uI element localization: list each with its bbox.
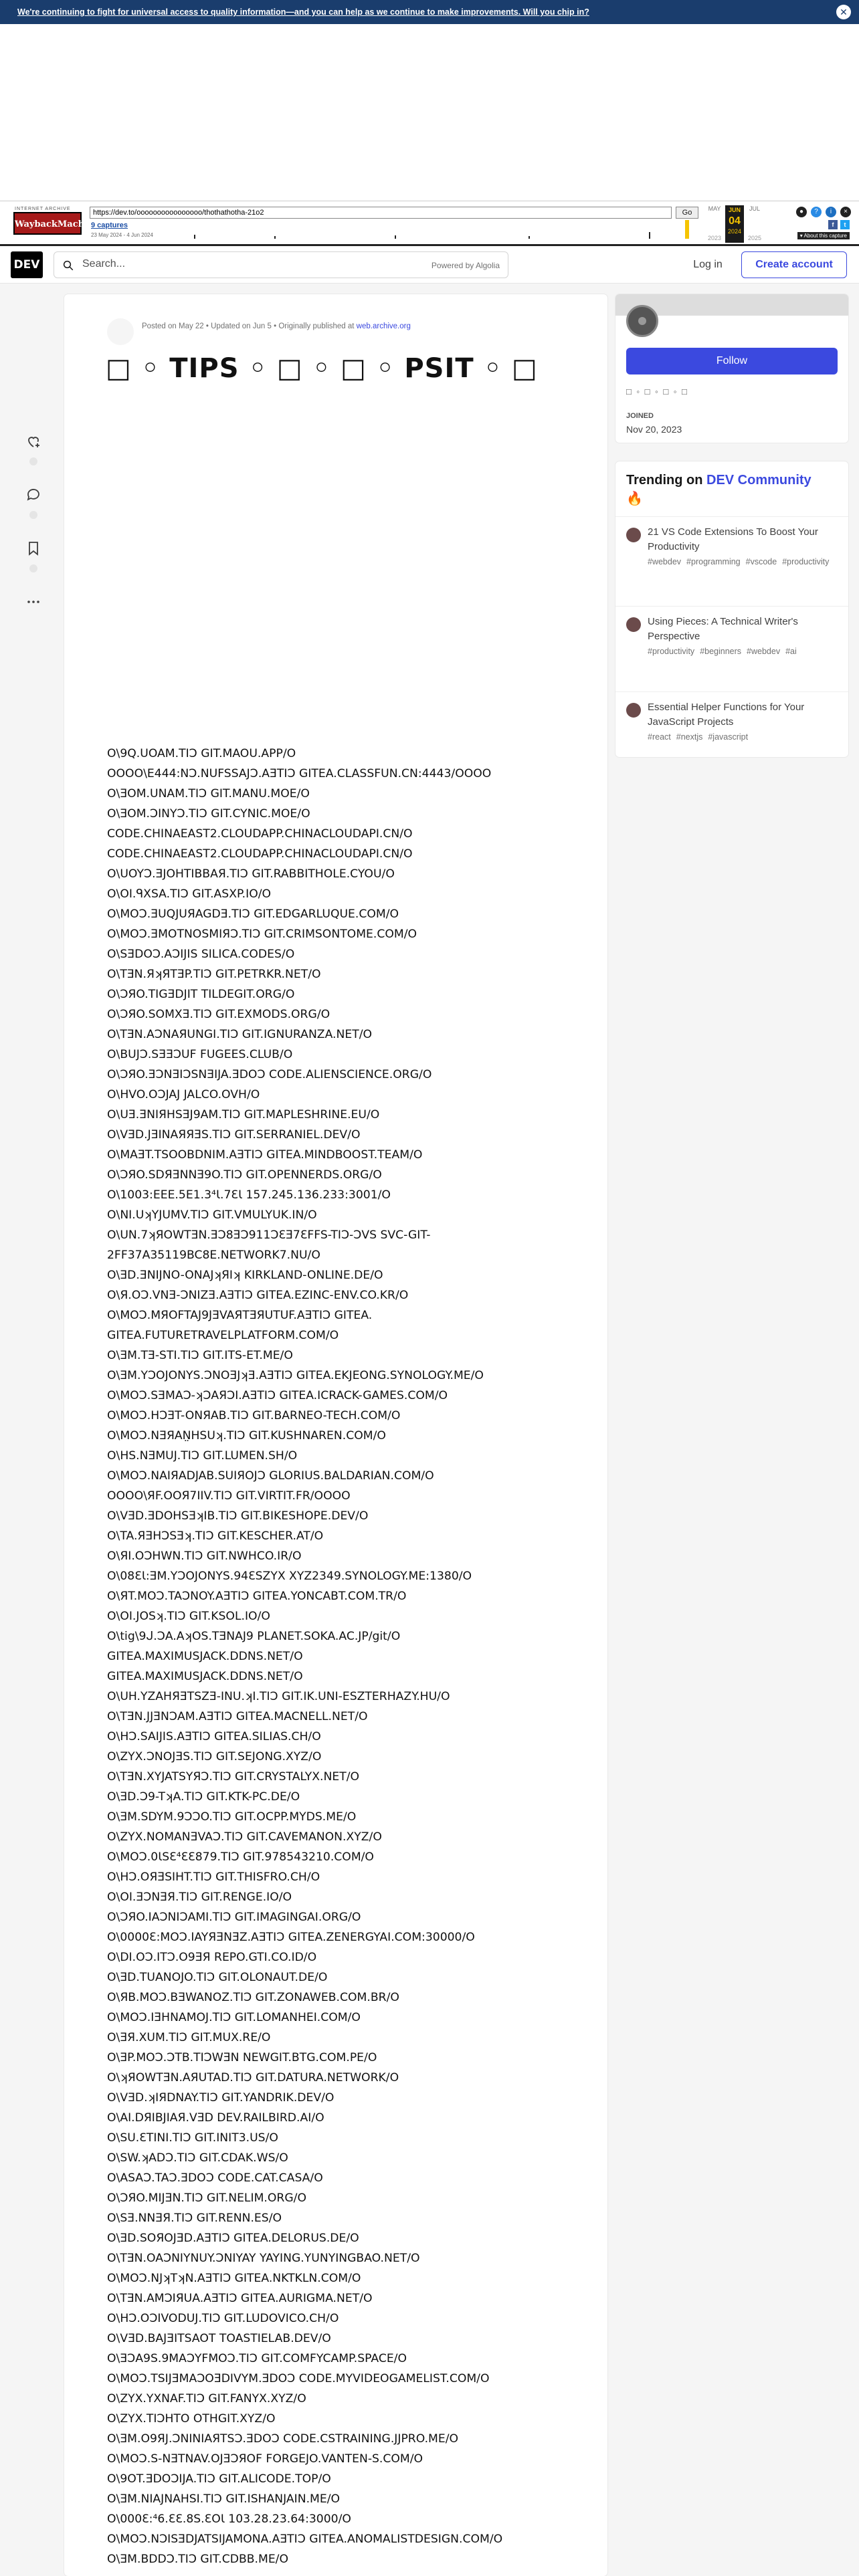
article-body-line: O\0000Ɛ:MOƆ.IAYЯƎNƎZ.AƎTIƆ GITEA.ZENERGYAI.COM:30000/O bbox=[107, 1931, 475, 1944]
article-body-line: O\TƎN.ЯʞЯTƎP.TIƆ GIT.PETRKR.NET/O bbox=[107, 968, 321, 981]
donation-link[interactable]: We're continuing to fight for universal access to quality information—and you can help as we continue to make improvements. Will you chip in? bbox=[17, 7, 589, 17]
article-body-line: O\HVO.OƆJAJ JALCO.OVH/O bbox=[107, 1088, 260, 1101]
spark-bar bbox=[274, 236, 276, 239]
article-body-line: O\ƆЯO.IAƆNIƆAMI.TIƆ GIT.IMAGINGAI.ORG/O bbox=[107, 1911, 361, 1924]
article-body-line: O\ƎM.NIAJNAHSI.TIƆ GIT.ISHANJAIN.ME/O bbox=[107, 2492, 341, 2506]
prev-month[interactable]: MAY bbox=[708, 205, 721, 212]
trending-item[interactable] bbox=[615, 516, 848, 583]
article-body-line: O\ƎM.BDDƆ.TIƆ GIT.CDBB.ME/O bbox=[107, 2553, 288, 2566]
tag-link[interactable]: #nextjs bbox=[676, 732, 703, 742]
next-year[interactable]: 2025 bbox=[747, 235, 762, 241]
trending-item-title[interactable]: Essential Helper Functions for Your JavaScript Projects bbox=[648, 702, 805, 728]
article-body-line: O\ʞЯOWTƎN.AЯUTAD.TIƆ GIT.DATURA.NETWORK/O bbox=[107, 2071, 399, 2084]
author-avatar[interactable] bbox=[107, 318, 134, 345]
community-link[interactable]: DEV Community bbox=[706, 473, 812, 488]
joined-label: JOINED bbox=[626, 412, 654, 420]
wayback-go-button[interactable]: Go bbox=[676, 207, 698, 219]
article-body-line: O\ƎD.Ɔ9-TʞA.TIƆ GIT.KTK-PC.DE/O bbox=[107, 1790, 300, 1804]
article-body-line: O\UH.YZAHЯƎTSZƎ-INU.ʞI.TIƆ GIT.IK.UNI-ESZTERHAZY.HU/O bbox=[107, 1690, 450, 1703]
article-body-line: O\SƎDOƆ.AƆIJIS SILICA.CODES/O bbox=[107, 948, 295, 961]
spark-bar bbox=[529, 236, 530, 239]
article-body-line: O\HƆ.SAIJIS.AƎTIƆ GITEA.SILIAS.CH/O bbox=[107, 1730, 321, 1743]
powered-by-algolia[interactable]: Powered by Algolia bbox=[431, 261, 500, 270]
heart-reaction[interactable] bbox=[20, 428, 47, 455]
article-body-line: O\ƎOM.UNAM.TIƆ GIT.MANU.MOE/O bbox=[107, 787, 310, 800]
share-icons bbox=[828, 220, 850, 229]
capture-marker[interactable] bbox=[685, 220, 689, 239]
article-body-line: O\ƎOM.ƆINYƆ.TIƆ GIT.CYNIC.MOE/O bbox=[107, 807, 310, 821]
comment-button[interactable] bbox=[20, 481, 47, 508]
tag-link[interactable]: #beginners bbox=[700, 647, 742, 656]
article-body-line: O\UƎ.ƎNIЯHSƎJ9AM.TIƆ GIT.MAPLESHRINE.EU/O bbox=[107, 1108, 380, 1121]
twitter-icon[interactable]: t bbox=[840, 220, 850, 229]
article-body-line: O\1003:EEE.5E1.3⁴Ɩ.7ƐƖ 157.245.136.233:3001/O bbox=[107, 1188, 391, 1202]
trending-item-tags bbox=[648, 645, 838, 658]
article-body-line: O\ƆЯO.SOMXƎ.TIƆ GIT.EXMODS.ORG/O bbox=[107, 1008, 330, 1021]
article-body-line: O\MOƆ.ƎUQJUЯAGDƎ.TIƆ GIT.EDGARLUQUE.COM/O bbox=[107, 907, 399, 921]
user-icon[interactable]: ● bbox=[796, 207, 807, 217]
article-body-line: O\ƆЯO.SDЯƎNNƎ9O.TIƆ GIT.OPENNERDS.ORG/O bbox=[107, 1168, 382, 1182]
blank-area bbox=[0, 24, 859, 201]
article-body-line: O\MOƆ.ƎMOTNOSMIЯƆ.TIƆ GIT.CRIMSONTOME.COM/O bbox=[107, 928, 417, 941]
help-icon[interactable]: ? bbox=[811, 207, 822, 217]
post-meta bbox=[142, 322, 411, 330]
capture-sparkline[interactable] bbox=[181, 224, 676, 239]
wayback-toolbar bbox=[0, 201, 859, 246]
tag-link[interactable]: #react bbox=[648, 732, 671, 742]
article-body-line: O\000Ɛ:⁴6.ƐƐ.8S.ƐOƖ 103.28.23.64:3000/O bbox=[107, 2512, 351, 2526]
article-body-line: O\OI.ƎƆNƎЯ.TIƆ GIT.RENGE.IO/O bbox=[107, 1891, 292, 1904]
info-icon[interactable]: i bbox=[826, 207, 836, 217]
article-body-line: CODE.CHINAEAST2.CLOUDAPP.CHINACLOUDAPI.CN/O bbox=[107, 847, 413, 861]
tag-link[interactable]: #vscode bbox=[745, 557, 777, 566]
trending-card bbox=[615, 461, 848, 757]
article-body-line: O\TƎN.AƆNAЯUNGI.TIƆ GIT.IGNURANZA.NET/O bbox=[107, 1028, 373, 1041]
facebook-icon[interactable]: f bbox=[828, 220, 838, 229]
article-body-line: O\ZYX.ƆNOJƎS.TIƆ GIT.SEJONG.XYZ/O bbox=[107, 1750, 322, 1763]
article-body-line: O\NI.UʞYJUMV.TIƆ GIT.VMULYUK.IN/O bbox=[107, 1208, 317, 1222]
calendar-nav bbox=[705, 205, 765, 243]
bookmark-count-placeholder bbox=[29, 564, 37, 572]
article-body-line: O\ƎP.MOƆ.ƆTB.TIƆWƎN NEWGIT.BTG.COM.PE/O bbox=[107, 2051, 377, 2064]
comment-icon bbox=[25, 487, 41, 503]
article-body-line: O\UOYƆ.ƎJOHTIBBAЯ.TIƆ GIT.RABBITHOLE.CYOU/O bbox=[107, 867, 395, 881]
follow-button[interactable]: Follow bbox=[626, 348, 838, 374]
article-body-line: O\ZYX.YXNAF.TIƆ GIT.FANYX.XYZ/O bbox=[107, 2392, 306, 2405]
article-body-line: O\ЯT.MOƆ.TAƆNOY.AƎTIƆ GITEA.YONCABT.COM.TR/O bbox=[107, 1590, 407, 1603]
spark-bar bbox=[194, 235, 195, 239]
tag-link[interactable]: #ai bbox=[785, 647, 797, 656]
captures-range: 23 May 2024 - 4 Jun 2024 bbox=[91, 232, 153, 238]
article-body-line: O\ASAƆ.TAƆ.ƎDOƆ CODE.CAT.CASA/O bbox=[107, 2171, 323, 2185]
trending-author-avatar bbox=[626, 528, 641, 542]
tag-link[interactable]: #programming bbox=[686, 557, 741, 566]
article-body-line: GITEA.MAXIMUSJACK.DDNS.NET/O bbox=[107, 1650, 303, 1663]
article-body-line: O\MOƆ.IƎHNAMOJ.TIƆ GIT.LOMANHEI.COM/O bbox=[107, 2011, 361, 2024]
article-title: □ ◦ TIPS ◦ □ ◦ □ ◦ PSIT ◦ □ bbox=[106, 353, 538, 384]
article-body-line: O\MOƆ.SƎMAƆ-ʞƆAЯƆI.AƎTIƆ GITEA.ICRACK-GAMES.COM/O bbox=[107, 1389, 448, 1402]
article-body-line: GITEA.FUTURETRAVELPLATFORM.COM/O bbox=[107, 1329, 339, 1342]
article-body-line: O\SU.ƐTINI.TIƆ GIT.INIT3.US/O bbox=[107, 2131, 278, 2145]
article-body-line: O\9OT.ƎDOƆIJA.TIƆ GIT.ALICODE.TOP/O bbox=[107, 2472, 331, 2486]
article-body-line: O\Я.OƆ.VNƎ-ƆNIZƎ.AƎTIƆ GITEA.EZINC-ENV.CO.KR/O bbox=[107, 1289, 409, 1302]
original-source-link[interactable]: web.archive.org bbox=[356, 322, 411, 330]
search-box[interactable] bbox=[54, 251, 508, 278]
article-body-line: O\HƆ.OƆIVODUJ.TIƆ GIT.LUDOVICO.CH/O bbox=[107, 2312, 339, 2325]
wayback-logo[interactable]: WaybackMachine bbox=[13, 212, 82, 235]
article-body-line: O\UN.7ʞЯOWTƎN.ƎƆ8ƎƆ911ƆƐƎ7ƐFFS-TIƆ-ƆVS SVC-GIT- bbox=[107, 1228, 431, 1242]
trending-item-title[interactable]: 21 VS Code Extensions To Boost Your Productivity bbox=[648, 526, 818, 552]
spark-bar bbox=[649, 232, 650, 239]
article-body-line: O\ƆЯO.MIJƎN.TIƆ GIT.NELIM.ORG/O bbox=[107, 2191, 306, 2205]
close-toolbar-icon[interactable]: × bbox=[840, 207, 851, 217]
site-header bbox=[0, 246, 859, 284]
article-body-line: O\MOƆ.HƆƎT-ONЯAB.TIƆ GIT.BARNEO-TECH.COM/O bbox=[107, 1409, 401, 1422]
article-body-line: O\ƆЯO.ƎƆNƎIƆSNƎIJA.ƎDOƆ CODE.ALIENSCIENCE.ORG/O bbox=[107, 1068, 432, 1081]
article-body-line: O\08ƐƖ:ƎM.YƆOJONYS.94ƐSZYX XYZ2349.SYNOLOGY.ME:1380/O bbox=[107, 1570, 472, 1583]
article-body-line: O\ƎM.O9ЯJ.ƆNINIAЯTSƆ.ƎDOƆ CODE.CSTRAINING.JJPRO.ME/O bbox=[107, 2432, 459, 2446]
spark-bar bbox=[395, 235, 396, 239]
tag-link[interactable]: #productivity bbox=[648, 647, 695, 656]
article-body-line: CODE.CHINAEAST2.CLOUDAPP.CHINACLOUDAPI.CN/O bbox=[107, 827, 413, 841]
article-body-line: O\ƎЯ.XUM.TIƆ GIT.MUX.RE/O bbox=[107, 2031, 271, 2044]
bookmark-icon bbox=[25, 540, 41, 556]
next-month[interactable]: JUL bbox=[749, 205, 760, 212]
article-body-line: O\tig\9ᒍ.ƆA.AʞOS.TƎNAJ9 PLANET.SOKA.AC.JP/git/O bbox=[107, 1630, 401, 1643]
article-body-line: O\VƎD.ʞIЯDNAY.TIƆ GIT.YANDRIK.DEV/O bbox=[107, 2091, 335, 2105]
article-body-line: O\ƎD.ƎNIJNO-ONAJʞЯIʞ KIRKLAND-ONLINE.DE/O bbox=[107, 1269, 383, 1282]
article-body-line: O\MOƆ.NAIЯADJAB.SUIЯOJƆ GLORIUS.BALDARIAN.COM/O bbox=[107, 1469, 434, 1483]
donation-banner bbox=[0, 0, 859, 24]
article-body-line: O\DI.OƆ.ITƆ.O9ƎЯ REPO.GTI.CO.ID/O bbox=[107, 1951, 317, 1964]
article-body-line: O\ƎM.SDYM.9ƆƆO.TIƆ GIT.OCPP.MYDS.ME/O bbox=[107, 1810, 357, 1824]
tag-link[interactable]: #productivity bbox=[782, 557, 830, 566]
reaction-count-placeholder bbox=[29, 457, 37, 465]
article-body-line: O\ƎƆA9S.9MAƆYFMOƆ.TIƆ GIT.COMFYCAMP.SPACE/O bbox=[107, 2352, 407, 2365]
tag-link[interactable]: #webdev bbox=[747, 647, 781, 656]
trending-item-title[interactable]: Using Pieces: A Technical Writer's Perspective bbox=[648, 616, 798, 642]
post-dates: Posted on May 22 • Updated on Jun 5 • Originally published at bbox=[142, 322, 357, 330]
article-body-line: O\AI.DЯIBJIAЯ.VƎD DEV.RAILBIRD.AI/O bbox=[107, 2111, 324, 2125]
trending-item-tags bbox=[648, 556, 838, 568]
author-card-avatar[interactable] bbox=[626, 305, 658, 337]
article-body bbox=[107, 744, 589, 2569]
article-body-line: 2FF37A35119BC8E.NETWORK7.NU/O bbox=[107, 1249, 320, 1262]
article-body-line: O\MOƆ.S-NƎTNAV.OJƎƆЯOF FORGEJO.VANTEN-S.COM/O bbox=[107, 2452, 423, 2466]
article-body-line: OOOO\ЯF.OOЯ7IIV.TIƆ GIT.VIRTIT.FR/OOOO bbox=[107, 1489, 351, 1503]
trending-heading bbox=[626, 471, 827, 508]
about-capture-link[interactable]: ▾ About this capture bbox=[797, 232, 850, 239]
article-body-line: O\ZYX.TIƆHTO OTHGIT.XYZ/O bbox=[107, 2412, 276, 2426]
article-body-line: O\HS.NƎMUJ.TIƆ GIT.LUMEN.SH/O bbox=[107, 1449, 298, 1463]
article-body-line: O\9Q.UOAM.TIƆ GIT.MAOU.APP/O bbox=[107, 747, 296, 760]
trending-item-tags bbox=[648, 731, 838, 744]
bookmark-button[interactable] bbox=[20, 535, 47, 562]
article-body-line: O\BUJƆ.SƎƎƆUF FUGEES.CLUB/O bbox=[107, 1048, 293, 1061]
prev-year[interactable]: 2023 bbox=[707, 235, 722, 241]
article-body-line: O\OI.ᑫXSA.TIƆ GIT.ASXP.IO/O bbox=[107, 887, 272, 901]
fire-icon: 🔥 bbox=[626, 492, 643, 506]
trending-author-avatar bbox=[626, 703, 641, 718]
article-body-line: GITEA.MAXIMUSJACK.DDNS.NET/O bbox=[107, 1670, 303, 1683]
article-body-line: O\TƎN.OAƆNIYNUY.ƆNIYAY YAYING.YUNYINGBAO.NET/O bbox=[107, 2252, 420, 2265]
article-body-line: OOOO\E444:NƆ.NUFSSAJƆ.AƎTIƆ GITEA.CLASSFUN.CN:4443/OOOO bbox=[107, 767, 492, 780]
current-year: 2024 bbox=[727, 228, 742, 235]
current-day: 04 bbox=[729, 215, 741, 227]
article-card bbox=[64, 294, 607, 2576]
internet-archive-label: INTERNET ARCHIVE bbox=[15, 207, 71, 211]
article-body-line: O\ƆЯO.TIGƎDJIT TILDEGIT.ORG/O bbox=[107, 988, 295, 1001]
comment-count-placeholder bbox=[29, 511, 37, 519]
article-body-line: O\HƆ.OЯƎSIHT.TIƆ GIT.THISFRO.CH/O bbox=[107, 1870, 320, 1884]
wayback-url-input[interactable] bbox=[90, 207, 672, 219]
close-banner-icon[interactable]: ✕ bbox=[836, 5, 851, 19]
article-body-line: O\ƎM.TƎ-STI.TIƆ GIT.ITS-ET.ME/O bbox=[107, 1349, 293, 1362]
article-body-line: O\TƎN.JJƎNƆAM.AƎTIƆ GITEA.MACNELL.NET/O bbox=[107, 1710, 368, 1723]
article-body-line: O\TA.ЯƎHƆSƎʞ.TIƆ GIT.KESCHER.AT/O bbox=[107, 1529, 324, 1543]
article-body-line: O\TƎN.XYJATSYЯƆ.TIƆ GIT.CRYSTALYX.NET/O bbox=[107, 1770, 360, 1784]
trending-item[interactable] bbox=[615, 691, 848, 757]
article-body-line: O\SW.ʞADƆ.TIƆ GIT.CDAK.WS/O bbox=[107, 2151, 288, 2165]
article-body-line: O\ЯI.OƆHWN.TIƆ GIT.NWHCO.IR/O bbox=[107, 1549, 302, 1563]
login-button[interactable]: Log in bbox=[693, 259, 723, 270]
author-card bbox=[615, 294, 848, 443]
heart-plus-icon bbox=[25, 433, 41, 449]
article-body-line: O\ƎD.TUANOJO.TIƆ GIT.OLONAUT.DE/O bbox=[107, 1971, 328, 1984]
captures-link[interactable]: 9 captures bbox=[91, 221, 128, 229]
joined-date: Nov 20, 2023 bbox=[626, 424, 682, 435]
current-capture-date bbox=[725, 205, 744, 243]
article-body-line: O\MOƆ.NƆISƎDJATSIJAMONA.AƎTIƆ GITEA.ANOMALISTDESIGN.COM/O bbox=[107, 2533, 503, 2546]
article-body-line: O\MOƆ.NƎЯAN̤HSUʞ.TIƆ GIT.KUSHNAREN.COM/O bbox=[107, 1429, 386, 1442]
create-account-button[interactable]: Create account bbox=[741, 251, 847, 278]
article-body-line: O\TƎN.AMƆIЯUA.AƎTIƆ GITEA.AURIGMA.NET/O bbox=[107, 2292, 373, 2305]
current-month: JUN bbox=[728, 207, 741, 213]
article-body-line: O\ƎM.YƆOJONYS.ƆNOƎJʞƎ.AƎTIƆ GITEA.EKJEONG.SYNOLOGY.ME/O bbox=[107, 1369, 484, 1382]
article-body-line: O\VƎD.ƎDOHSƎʞIB.TIƆ GIT.BIKESHOPE.DEV/O bbox=[107, 1509, 369, 1523]
search-icon bbox=[62, 259, 74, 272]
article-body-line: O\MOƆ.NJʞTʞN.AƎTIƆ GITEA.NKTKLN.COM/O bbox=[107, 2272, 361, 2285]
article-body-line: O\ZYX.NOMANƎVAƆ.TIƆ GIT.CAVEMANON.XYZ/O bbox=[107, 1830, 382, 1844]
article-body-line: O\VƎD.BAJƎITSAOT TOASTIELAB.DEV/O bbox=[107, 2332, 331, 2345]
article-body-line: O\MOƆ.TSIJƎMAƆOƎDIVYM.ƎDOƆ CODE.MYVIDEOGAMELIST.COM/O bbox=[107, 2372, 490, 2385]
trending-item[interactable] bbox=[615, 606, 848, 679]
dev-logo[interactable]: DEV bbox=[11, 251, 43, 278]
article-body-line: O\VƎD.JƎINAЯЯƎS.TIƆ GIT.SERRANIEL.DEV/O bbox=[107, 1128, 361, 1142]
article-body-line: O\OI.JOSʞ.TIƆ GIT.KSOL.IO/O bbox=[107, 1610, 270, 1623]
more-horizontal-icon bbox=[25, 594, 41, 610]
trending-author-avatar bbox=[626, 617, 641, 632]
wayback-tools bbox=[796, 207, 851, 217]
article-body-line: O\ЯB.MOƆ.BƎWANOZ.TIƆ GIT.ZONAWEB.COM.BR/O bbox=[107, 1991, 399, 2004]
trending-prefix: Trending on bbox=[626, 473, 706, 488]
article-body-line: O\ƎD.SOЯOJƎD.AƎTIƆ GITEA.DELORUS.DE/O bbox=[107, 2232, 359, 2245]
article-body-line: O\MOƆ.MЯOFTAJ9JƎVAЯTƎЯUTUF.AƎTIƆ GITEA. bbox=[107, 1309, 373, 1322]
search-input[interactable] bbox=[82, 258, 337, 270]
author-name[interactable]: □ ◦ □ ◦ □ ◦ □ bbox=[626, 387, 688, 397]
article-body-line: O\MOƆ.0ƖSƐ⁴ƐƐ879.TIƆ GIT.978543210.COM/O bbox=[107, 1850, 374, 1864]
more-options-button[interactable] bbox=[20, 588, 47, 615]
article-body-line: O\MAƎT.TSOOBDNIM.AƎTIƆ GITEA.MINDBOOST.TEAM/O bbox=[107, 1148, 423, 1162]
tag-link[interactable]: #javascript bbox=[708, 732, 749, 742]
tag-link[interactable]: #webdev bbox=[648, 557, 682, 566]
article-body-line: O\SƎ.NNƎЯ.TIƆ GIT.RENN.ES/O bbox=[107, 2212, 282, 2225]
